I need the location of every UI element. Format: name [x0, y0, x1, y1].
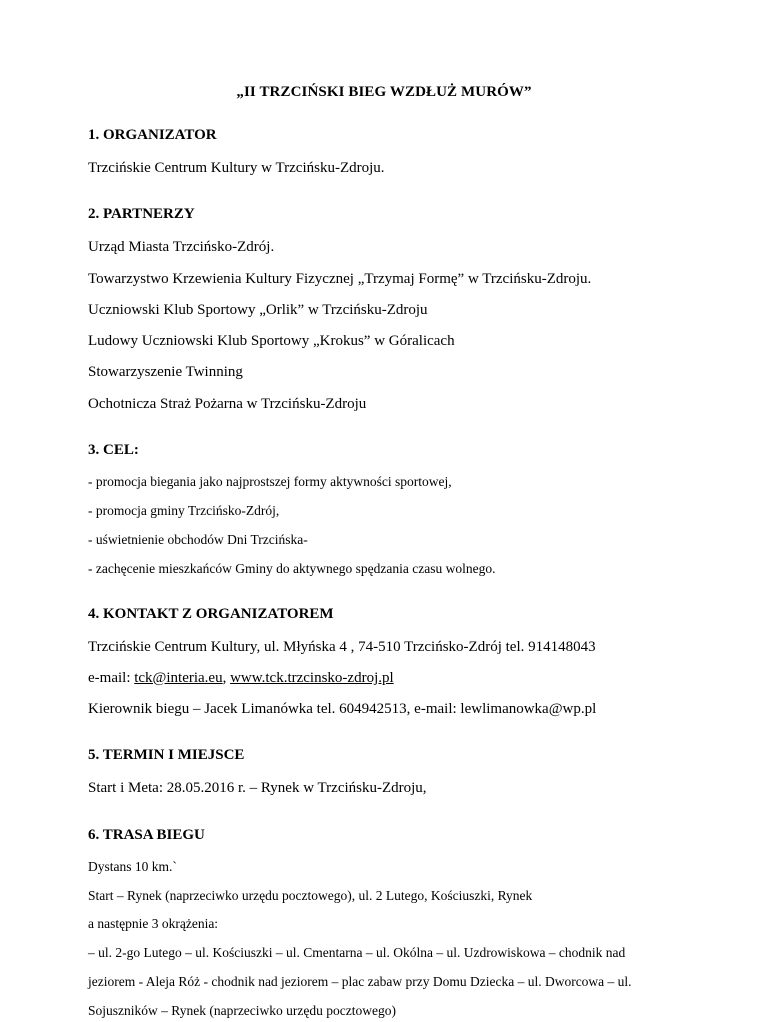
section-line: Dystans 10 km.` [88, 858, 177, 874]
section-heading: 5. TERMIN I MIEJSCE [88, 747, 245, 764]
section-line: Trzcińskie Centrum Kultury w Trzcińsku-Zdroju. [88, 160, 385, 176]
section-line: Urząd Miasta Trzcińsko-Zdrój. [88, 239, 275, 256]
section-line: Trzcińskie Centrum Kultury, ul. Młyńska 4 , 74-510 Trzcińsko-Zdrój tel. 914148043 [88, 638, 596, 655]
contact-separator: , [222, 669, 231, 686]
section-partnerzy [88, 206, 680, 416]
email-link[interactable]: tck@interia.eu [134, 669, 223, 686]
section-line: Ochotnicza Straż Pożarna w Trzcińsku-Zdroju [88, 395, 367, 412]
section-line: Uczniowski Klub Sportowy „Orlik” w Trzcińsku-Zdroju [88, 301, 428, 318]
section-line: Ludowy Uczniowski Klub Sportowy „Krokus” w Góralicach [88, 333, 455, 350]
section-heading: 6. TRASA BIEGU [88, 826, 205, 843]
section-organizator [88, 127, 680, 180]
section-line: - promocja gminy Trzcińsko-Zdrój, [88, 502, 280, 518]
section-line: - uświetnienie obchodów Dni Trzcińska- [88, 531, 308, 547]
section-line: Towarzystwo Krzewienia Kultury Fizycznej „Trzymaj Formę” w Trzcińsku-Zdroju. [88, 270, 592, 287]
section-heading: 3. CEL: [88, 442, 139, 459]
section-line: Sojuszników – Rynek (naprzeciwko urzędu pocztowego) [88, 1003, 396, 1018]
section-line: jeziorem - Aleja Róż - chodnik nad jeziorem – plac zabaw przy Domu Dziecka – ul. Dworcowa – ul. [88, 974, 632, 990]
section-line: Start i Meta: 28.05.2016 r. – Rynek w Trzcińsku-Zdroju, [88, 780, 427, 797]
section-heading: 1. ORGANIZATOR [88, 127, 217, 143]
section-cel [88, 442, 680, 579]
section-kontakt [88, 606, 680, 722]
section-line: – ul. 2-go Lutego – ul. Kościuszki – ul. Cmentarna – ul. Okólna – ul. Uzdrowiskowa – chodnik nad [88, 945, 626, 961]
section-trasa-biegu [88, 827, 680, 1022]
section-line: - zachęcenie mieszkańców Gminy do aktywnego spędzania czasu wolnego. [88, 560, 496, 576]
section-line: a następnie 3 okrążenia: [88, 916, 219, 932]
manager-line: Kierownik biegu – Jacek Limanówka tel. 604942513, e-mail: lewlimanowka@wp.pl [88, 701, 597, 718]
contact-line [88, 666, 680, 690]
page-title: „II TRZCIŃSKI BIEG WZDŁUŻ MURÓW” [236, 84, 532, 100]
email-label: e-mail: [88, 669, 135, 686]
section-line: Start – Rynek (naprzeciwko urzędu pocztowego), ul. 2 Lutego, Kościuszki, Rynek [88, 887, 533, 903]
section-line: - promocja biegania jako najprostszej formy aktywności sportowej, [88, 474, 452, 490]
section-heading: 2. PARTNERZY [88, 206, 195, 223]
website-link[interactable]: www.tck.trzcinsko-zdroj.pl [230, 669, 394, 686]
section-heading: 4. KONTAKT Z ORGANIZATOREM [88, 605, 334, 622]
section-termin-miejsce [88, 747, 680, 800]
section-line: Stowarzyszenie Twinning [88, 364, 243, 381]
